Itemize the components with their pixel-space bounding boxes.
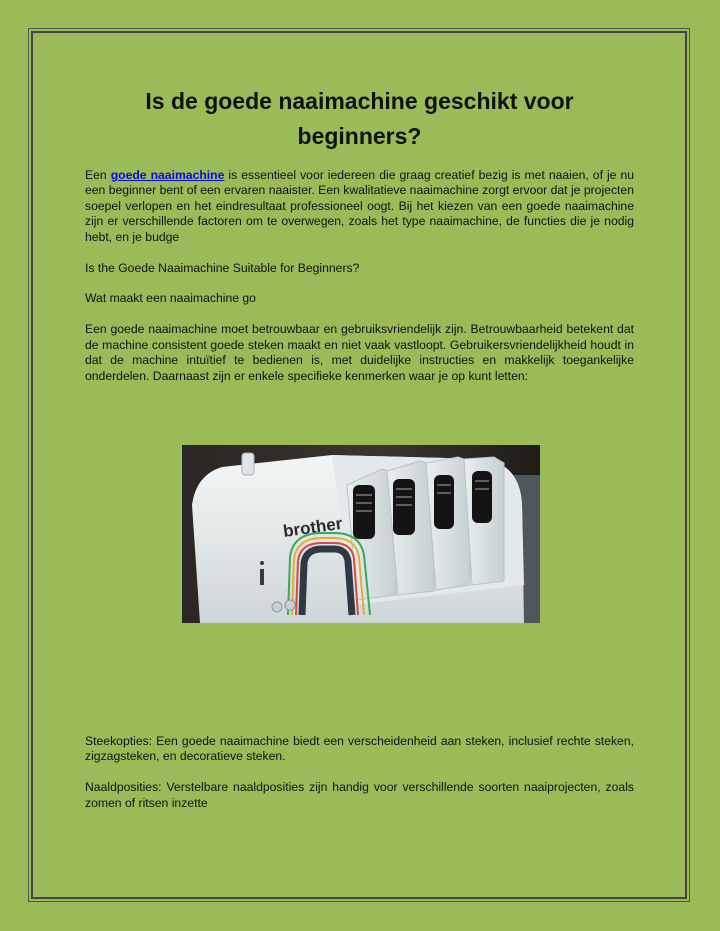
needle-positions-paragraph: Naaldposities: Verstelbare naaldposities zijn handig voor verschillende soorten naaiprojecten, zoals zomen of ritsen inzette	[85, 780, 634, 810]
article-body	[85, 84, 634, 384]
brand-logo: brother	[281, 513, 344, 541]
article-continuation	[85, 734, 634, 811]
serger-machine-photo	[182, 445, 540, 623]
intro-text-rest: is essentieel voor iedereen die graag creatief bezig is met naaien, of je nu een beginner bent of een ervaren naaister. Een kwalitatieve naaimachine zorgt ervoor dat je projecten soepel verlopen en het eindresultaat professioneel oogt. Bij het kiezen van een goede naaimachine zijn er verschillende factoren om te overwegen, zoals het type naaimachine, de functies die je nodig hebt, en je budge	[85, 168, 634, 244]
intro-paragraph	[85, 168, 634, 245]
section-heading: Wat maakt een naaimachine go	[85, 291, 256, 306]
page-title: Is de goede naaimachine geschikt voor beginners?	[145, 88, 574, 149]
intro-text-start: Een	[85, 168, 111, 182]
stitch-options-paragraph: Steekopties: Een goede naaimachine biedt een verscheidenheid aan steken, inclusief rechte steken, zigzagsteken, en decoratieve steken.	[85, 734, 634, 764]
english-subheading: Is the Goede Naaimachine Suitable for Beginners?	[85, 260, 360, 275]
goede-naaimachine-link[interactable]: goede naaimachine	[110, 168, 225, 182]
reliability-paragraph: Een goede naaimachine moet betrouwbaar en gebruiksvriendelijk zijn. Betrouwbaarheid betekent dat de machine consistent goede steken maakt en niet vaak vastloopt. Gebruikersvriendelijkheid houdt in dat de machine intuïtief te bedienen is, met duidelijke instructies en makkelijk toegankelijke onderdelen. Daarnaast zijn er enkele specifieke kenmerken waar je op kunt letten:	[85, 322, 634, 383]
